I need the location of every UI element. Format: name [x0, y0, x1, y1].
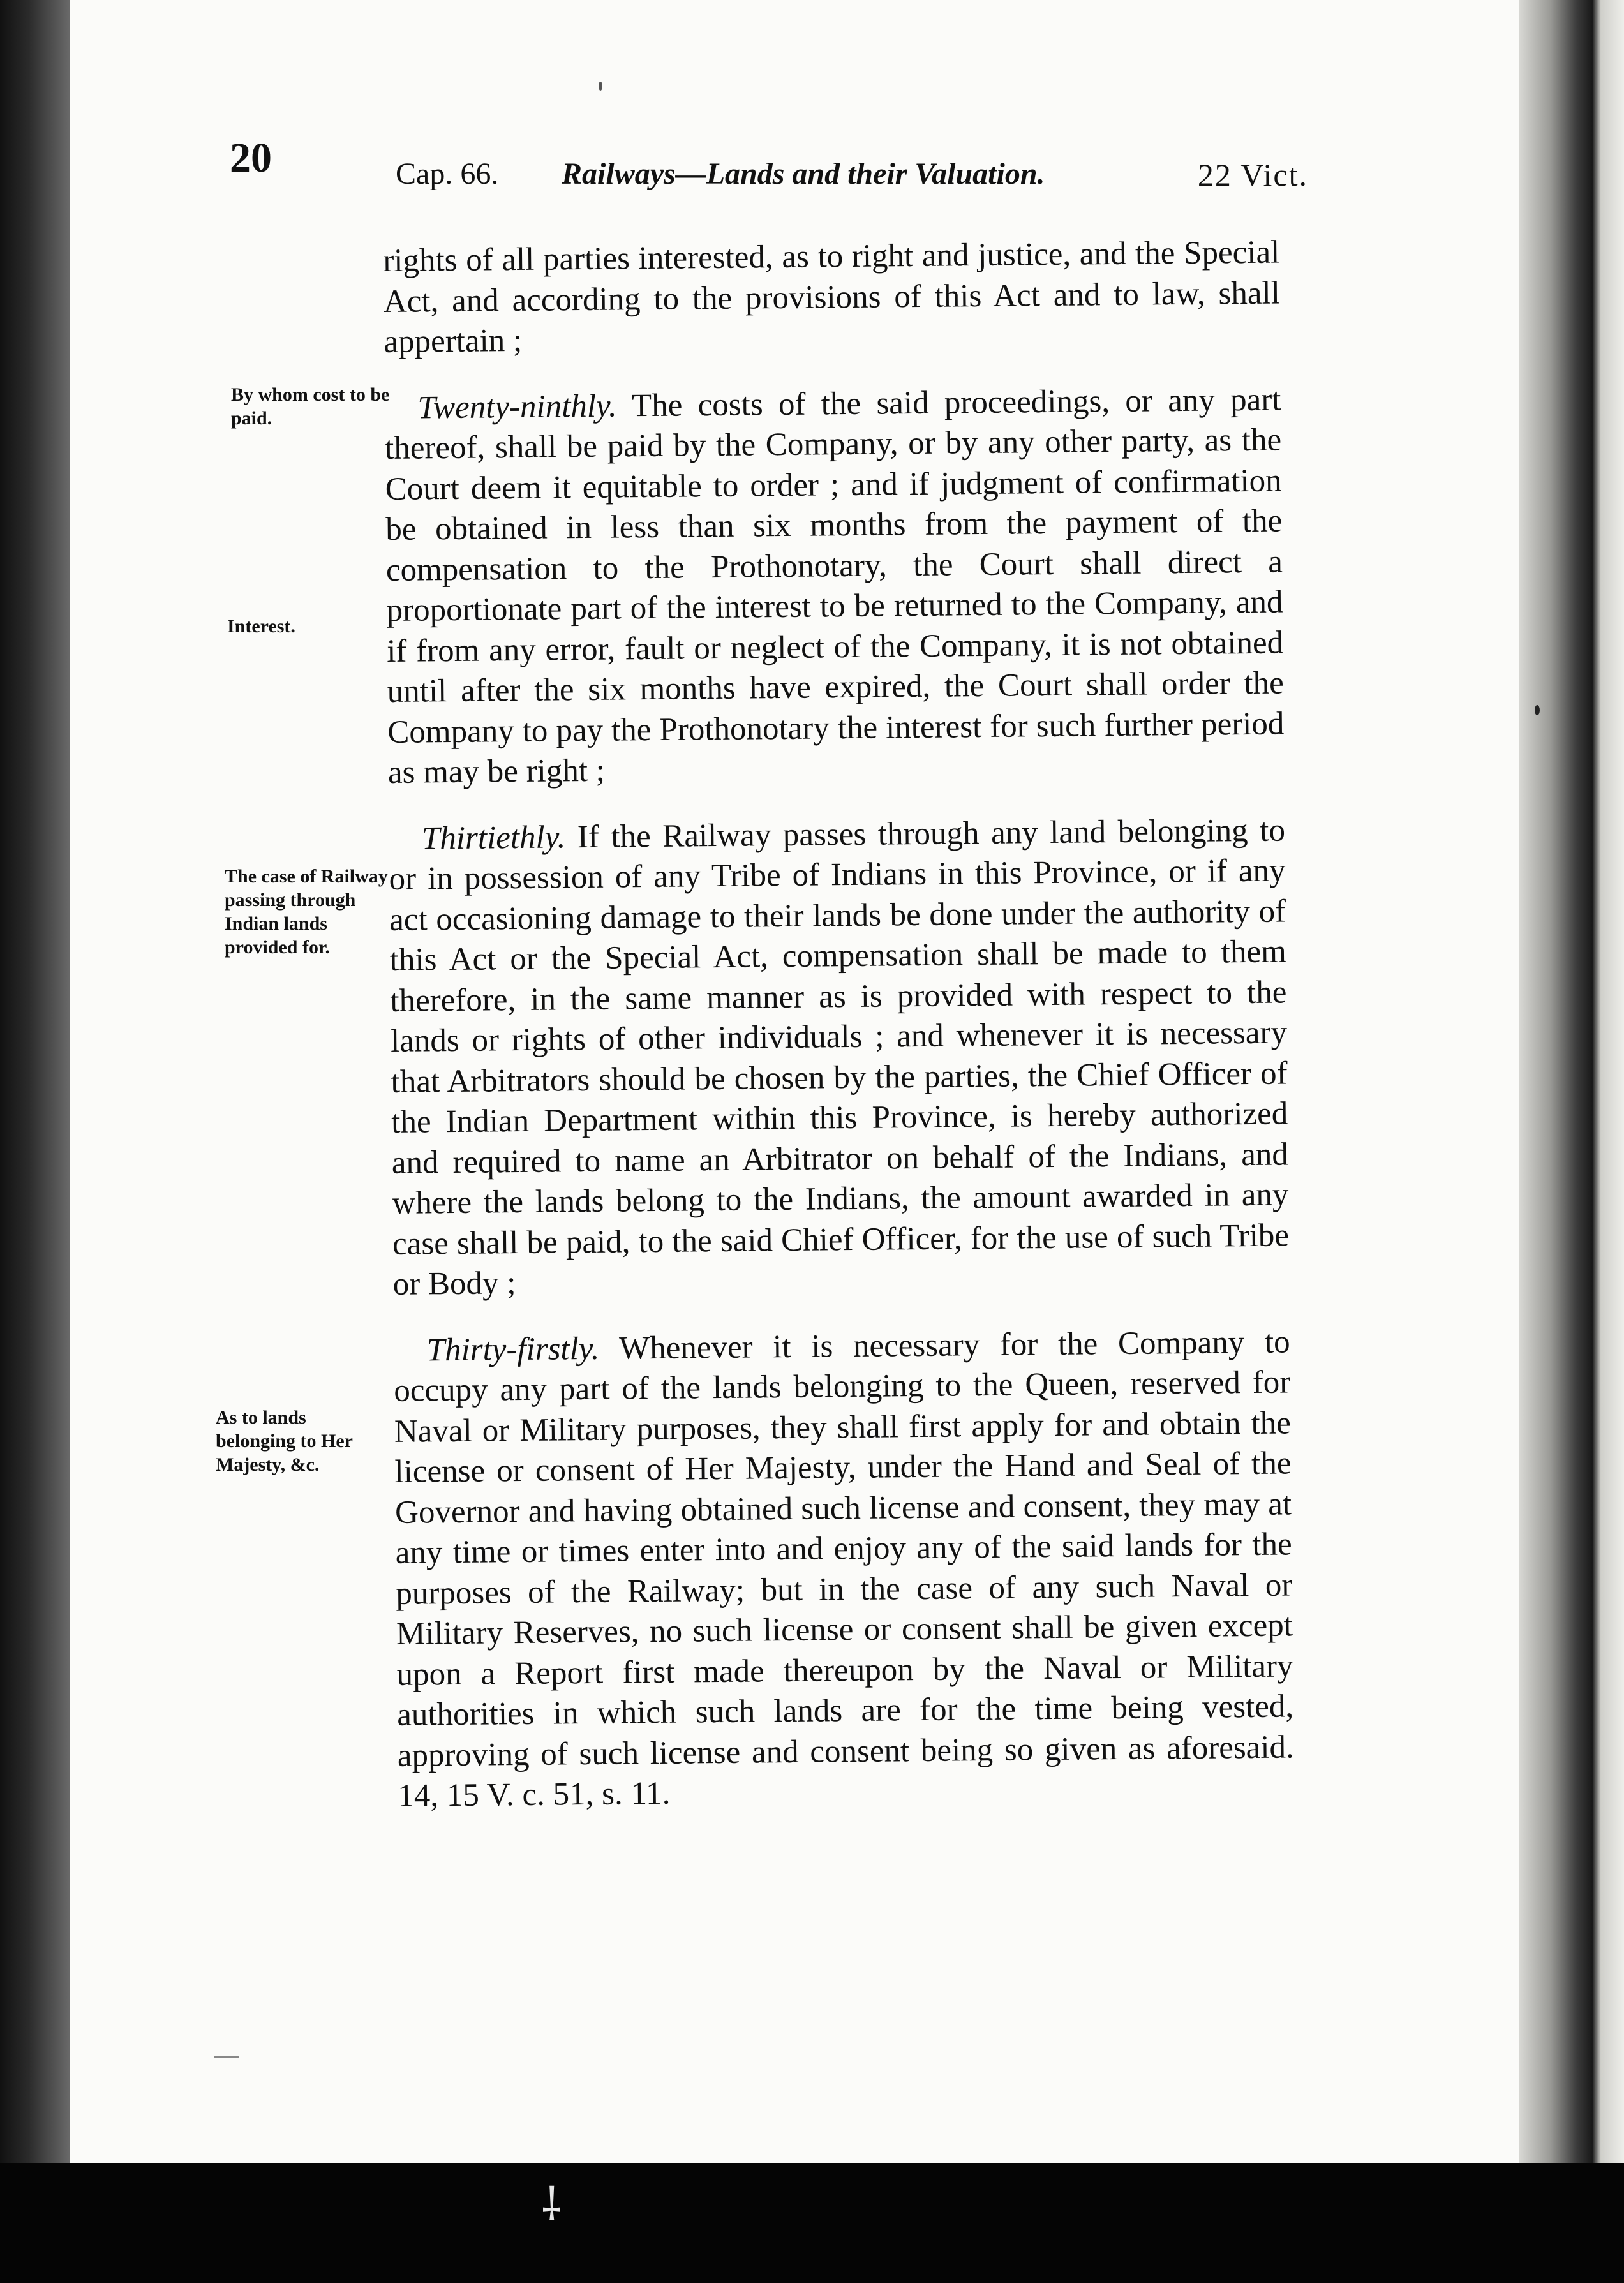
paper-speck: [599, 82, 602, 91]
scan-bottom-border: [0, 2163, 1624, 2283]
marginal-note-interest: Interest.: [227, 616, 295, 637]
statute-body-text: [383, 233, 1295, 1843]
book-gutter-edge: [0, 0, 70, 2163]
marginal-note-indian-lands: The case of Railway passing through Indian lands provided for.: [225, 866, 388, 958]
paragraph-text: If the Railway passes through any land belonging to or in possession of any Tribe of Indians in this Province, or if any act occasioning damage to their lands be done under the authority of this Act or the Special Act, compensation shall be made to them therefore, in the same manner as is provided with respect to the lands or rights of other individuals ; and whenever it is necessary that Arbitrators should be chosen by the parties, the Chief Officer of the Indian Department within this Province, is hereby authorized and required to name an Arbitrator on behalf of the Indians, and where the lands belong to the Indians, the amount awarded in any case shall be paid, to the said Chief Officer, for the use of such Tribe or Body ;: [389, 812, 1290, 1302]
page-number: 20: [230, 135, 272, 181]
scan-artifact-mark: ⸸: [541, 2178, 562, 2231]
paper-speck: [1535, 705, 1540, 715]
regnal-year: 22 Vict.: [1197, 157, 1308, 193]
paragraph-continuation: [383, 233, 1281, 363]
marginal-note-crown-lands: As to lands belonging to Her Majesty, &c.: [216, 1407, 353, 1475]
paper-speck: [214, 2056, 239, 2058]
running-header: [230, 137, 1308, 207]
paragraph-text: rights of all parties interested, as to right and justice, and the Special Act, and according to the provisions of this Act and to law, shall appertain ;: [383, 234, 1281, 360]
book-fore-edge: [1519, 0, 1624, 2163]
paragraph-thirty-firstly: [393, 1322, 1294, 1817]
paragraph-lead: Twenty-ninthly.: [417, 387, 617, 426]
paragraph-lead: Thirtiethly.: [421, 819, 566, 856]
paragraph-thirtiethly: [389, 810, 1290, 1305]
paragraph-text: The costs of the said proceedings, or any part thereof, shall be paid by the Company, or by any other party, as the Court deem it equitable to order ; and if judgment of confirmation be obtained in less than six months from the payment of the compensation to the Prothonotary, the Court shall direct a proportionate part of the interest to be returned to the Company, and if from any error, fault or neglect of the Company, it is not obtained until after the six months have expired, the Court shall order the Company to pay the Prothonotary the interest for such further period as may be right ;: [384, 382, 1285, 791]
chapter-label: Cap. 66.: [396, 157, 499, 191]
paragraph-twenty-ninthly: [384, 380, 1285, 793]
marginal-note-costs: By whom cost to be paid.: [231, 384, 390, 429]
paragraph-text: Whenever it is necessary for the Company to occupy any part of the lands belonging to the Queen, reserved for Naval or Military purposes, they shall first apply for and obtain the license or consent of Her Majesty, under the Hand and Seal of the Governor and having obtained such license and consent, they may at any time or times enter into and enjoy any of the said lands for the purposes of the Railway; but in the case of any such Naval or Military Reserves, no such license or consent shall be given except upon a Report first made thereupon by the Naval or Military authorities in which such lands are for the time being vested, approving of such license and consent being so given as aforesaid. 14, 15 V. c. 51, s. 11.: [394, 1323, 1294, 1814]
paragraph-lead: Thirty-firstly.: [426, 1330, 600, 1368]
running-title: Railways—Lands and their Valuation.: [562, 157, 1045, 191]
